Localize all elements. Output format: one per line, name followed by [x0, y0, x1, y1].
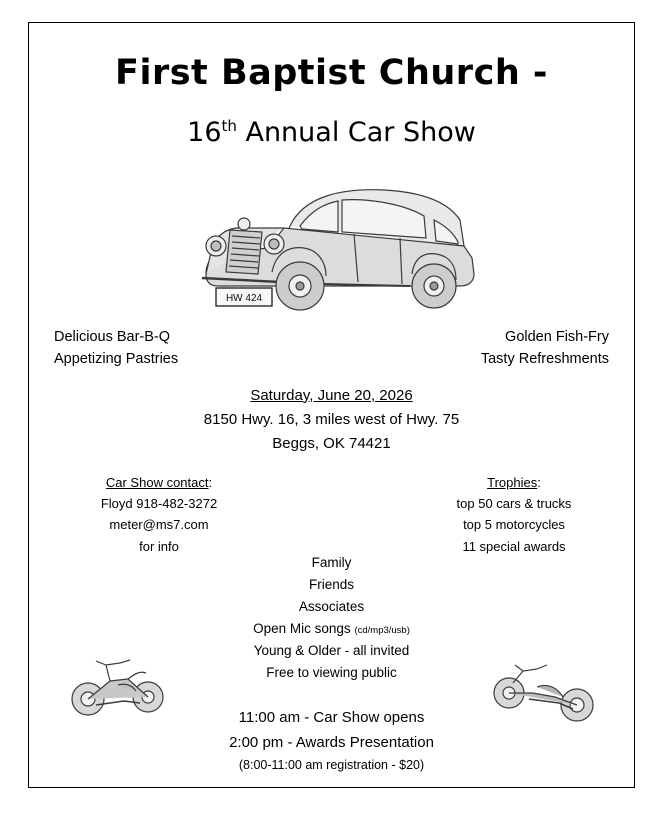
contact-block: [64, 472, 254, 556]
food-right-column: [481, 326, 609, 371]
flyer-content: [28, 22, 635, 788]
schedule-registration: (8:00-11:00 am registration - $20): [238, 757, 425, 772]
subtitle: [28, 117, 635, 148]
motorcycle-left-illustration: [66, 651, 170, 726]
subtitle-number: 16: [187, 116, 222, 148]
vintage-car-icon: [172, 162, 492, 322]
page-title: [28, 54, 635, 93]
open-mic-line: [28, 618, 635, 640]
event-date: Saturday, June 20, 2026: [250, 386, 413, 404]
food-item-barbq: Delicious Bar-B-Q: [54, 328, 171, 345]
trophy-item-special-awards: 11 special awards: [462, 538, 566, 554]
contact-heading-line: [64, 472, 254, 493]
invite-family: Family: [311, 555, 352, 571]
trophies-block: [419, 472, 609, 556]
contact-heading-suffix: :: [208, 475, 213, 491]
motorcycle-right-illustration: [489, 653, 599, 730]
contact-note: for info: [139, 538, 179, 554]
invite-friends: Friends: [308, 577, 354, 593]
motorcycle-icon: [489, 653, 599, 725]
contact-and-trophies: [28, 472, 635, 568]
invite-associates: Associates: [298, 599, 365, 615]
invite-free-public: Free to viewing public: [266, 665, 397, 681]
food-item-pastries: Appetizing Pastries: [54, 350, 179, 367]
schedule-open: 11:00 am - Car Show opens: [238, 709, 425, 727]
trophies-heading-line: [419, 472, 609, 493]
open-mic-formats: (cd/mp3/usb): [354, 625, 410, 637]
open-mic-label: Open Mic songs: [253, 621, 351, 637]
contact-email[interactable]: meter@ms7.com: [109, 517, 209, 533]
license-plate-text: HW 424: [225, 292, 262, 304]
schedule-awards: 2:00 pm - Awards Presentation: [229, 733, 434, 751]
food-item-refreshments: Tasty Refreshments: [480, 350, 609, 367]
trophy-item-motorcycles: top 5 motorcycles: [463, 517, 565, 533]
title-line-1: First Baptist Church -: [115, 53, 548, 93]
event-city: Beggs, OK 74421: [272, 435, 391, 453]
subtitle-rest: Annual Car Show: [236, 116, 476, 148]
event-details: [28, 384, 635, 457]
food-item-fishfry: Golden Fish-Fry: [505, 328, 609, 345]
contact-heading: Car Show contact: [105, 475, 209, 491]
trophies-heading: Trophies: [487, 475, 538, 491]
event-address: 8150 Hwy. 16, 3 miles west of Hwy. 75: [203, 410, 460, 428]
subtitle-ordinal-suffix: th: [221, 116, 237, 135]
invite-young-older: Young & Older - all invited: [253, 643, 410, 659]
car-illustration: [28, 162, 635, 322]
trophies-heading-suffix: :: [537, 475, 541, 491]
motorcycle-icon: [66, 651, 170, 721]
trophy-item-cars-trucks: top 50 cars & trucks: [456, 496, 572, 512]
contact-name-phone: Floyd 918-482-3272: [100, 496, 218, 512]
food-left-column: [54, 326, 178, 371]
food-offerings: [28, 326, 635, 376]
